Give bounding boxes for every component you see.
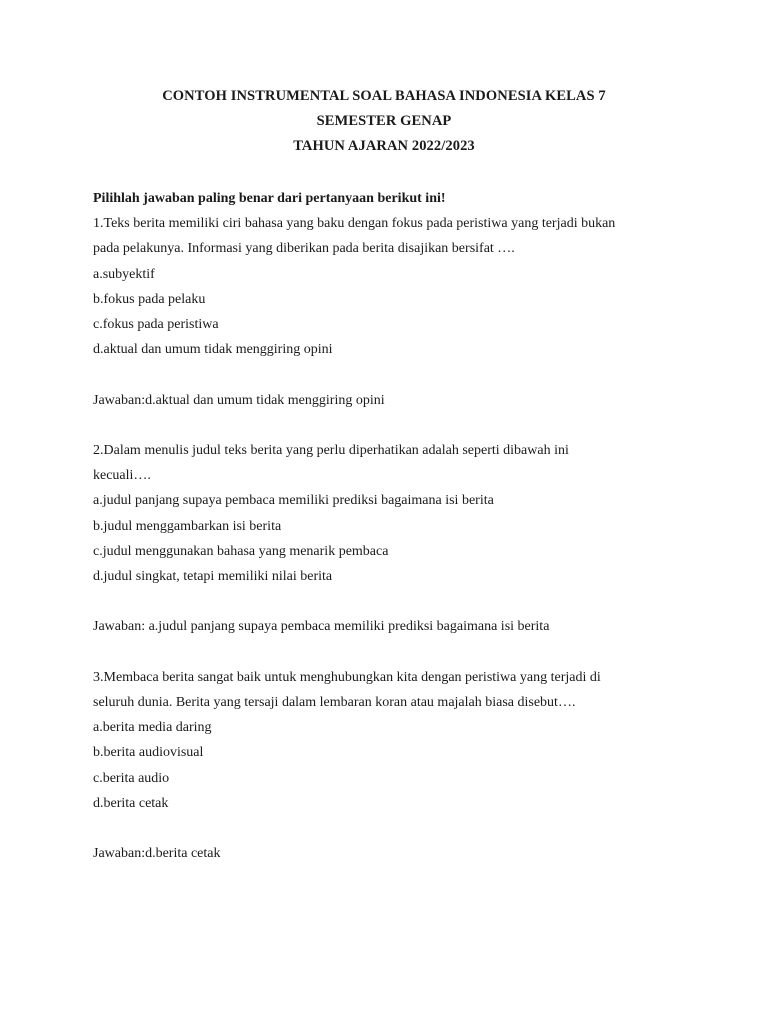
spacer — [93, 413, 693, 438]
option-d: d.berita cetak — [93, 795, 169, 811]
instruction-text: Pilihlah jawaban paling benar dari pertanyaan berikut ini! — [93, 191, 446, 206]
option-a: a.subyektif — [93, 266, 155, 282]
answer-text: Jawaban: a.judul panjang supaya pembaca memiliki prediksi bagaimana isi berita — [93, 619, 550, 635]
option-b: b.judul menggambarkan isi berita — [93, 518, 282, 534]
question-text: seluruh dunia. Berita yang tersaji dalam lembaran koran atau majalah biasa disebut…. — [93, 695, 576, 710]
option-a: a.judul panjang supaya pembaca memiliki prediksi bagaimana isi berita — [93, 493, 494, 509]
spacer — [93, 362, 693, 387]
spacer — [93, 640, 693, 665]
option-c: c.fokus pada peristiwa — [93, 317, 219, 333]
option-b: b.fokus pada pelaku — [93, 291, 206, 307]
answer-text: Jawaban:d.berita cetak — [93, 846, 221, 862]
question-block — [93, 438, 693, 665]
spacer — [93, 589, 693, 614]
option-a: a.berita media daring — [93, 720, 212, 736]
option-b: b.berita audiovisual — [93, 745, 204, 761]
spacer — [93, 816, 693, 841]
document-semester: SEMESTER GENAP — [316, 113, 452, 129]
document-body — [93, 186, 693, 866]
document-title: CONTOH INSTRUMENTAL SOAL BAHASA INDONESIA KELAS 7 — [162, 88, 606, 104]
document-school-year: TAHUN AJARAN 2022/2023 — [293, 138, 475, 154]
option-c: c.berita audio — [93, 770, 170, 786]
question-block — [93, 665, 693, 867]
option-c: c.judul menggunakan bahasa yang menarik pembaca — [93, 543, 389, 559]
answer-text: Jawaban:d.aktual dan umum tidak menggiring opini — [93, 392, 385, 408]
question-text: 2.Dalam menulis judul teks berita yang perlu diperhatikan adalah seperti dibawah ini — [93, 443, 569, 458]
option-d: d.judul singkat, tetapi memiliki nilai berita — [93, 569, 333, 585]
question-text: 1.Teks berita memiliki ciri bahasa yang baku dengan fokus pada peristiwa yang terjadi bukan — [93, 216, 616, 232]
option-d: d.aktual dan umum tidak menggiring opini — [93, 342, 333, 358]
question-block — [93, 211, 693, 438]
question-text: pada pelakunya. Informasi yang diberikan pada berita disajikan bersifat …. — [93, 241, 515, 257]
question-text: kecuali…. — [93, 468, 151, 484]
question-text: 3.Membaca berita sangat baik untuk menghubungkan kita dengan peristiwa yang terjadi di — [93, 669, 601, 685]
